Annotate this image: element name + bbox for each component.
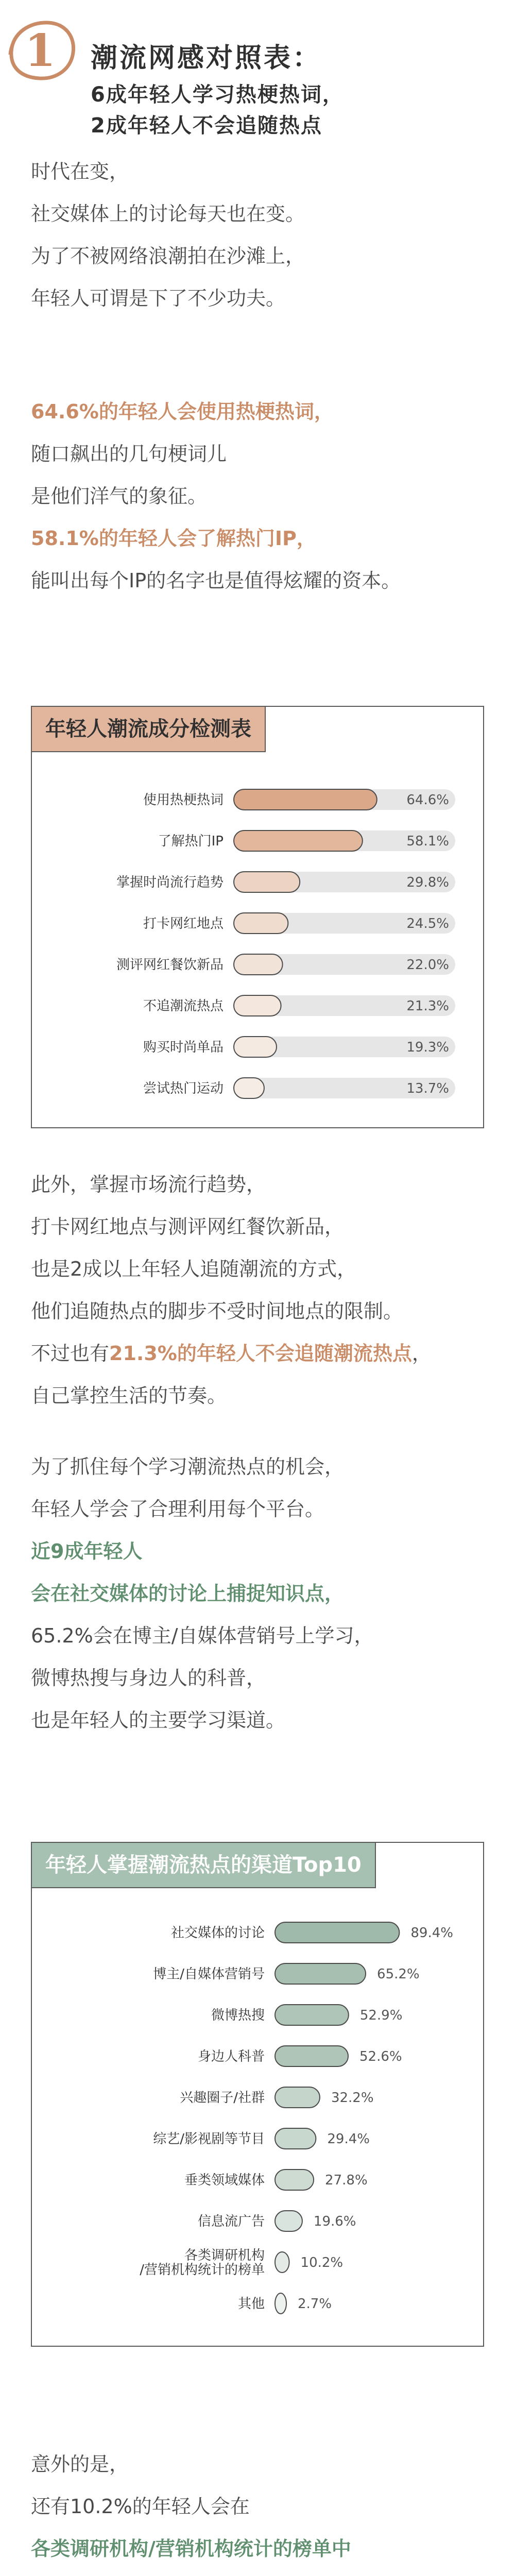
bar (275, 2005, 349, 2025)
text-line: 意外的是， (31, 2453, 129, 2476)
category-label: 打卡网红地点 (143, 916, 224, 931)
text-line: 自己掌控生活的节奏。 (31, 1384, 227, 1407)
category-label: 博主/自媒体营销号 (153, 1967, 265, 1982)
chart-title: 年轻人潮流成分检测表 (31, 706, 266, 752)
stat-highlight-line: 64.6%的年轻人会使用热梗热词， (31, 400, 334, 423)
bar (234, 831, 363, 851)
bar (234, 954, 283, 975)
stat-line: 随口飙出的几句梗词儿 (31, 443, 227, 465)
bar-value-label: 2.7% (298, 2296, 332, 2312)
text-line: 打卡网红地点与测评网红餐饮新品， (31, 1215, 345, 1238)
category-label: 兴趣圈子/社群 (180, 2090, 265, 2106)
bar-value-label: 89.4% (410, 1925, 453, 1941)
category-label: 综艺/影视剧等节目 (153, 2131, 265, 2147)
intro-line: 社交媒体上的讨论每天也在变。 (31, 202, 305, 225)
chart-learning-channels (31, 1842, 484, 2347)
stat-highlight-line: 58.1%的年轻人会了解热门IP， (31, 527, 316, 550)
intro-line: 年轻人可谓是下了不少功夫。 (31, 287, 286, 310)
text-line: 也是2成以上年轻人追随潮流的方式， (31, 1258, 357, 1280)
bar (275, 2252, 289, 2273)
category-label: 不追潮流热点 (143, 998, 224, 1014)
intro-line: 为了不被网络浪潮拍在沙滩上， (31, 245, 305, 267)
text-segment: ， (411, 1342, 432, 1365)
category-label: 各类调研机构/营销机构统计的榜单 (140, 2248, 265, 2278)
text-line-with-highlight (31, 1332, 494, 1375)
bar-value-label: 65.2% (377, 1967, 420, 1982)
paragraph-trend-ways (31, 1163, 494, 1417)
highlight-stat: 21.3%的年轻人不会追随潮流热点 (109, 1342, 412, 1365)
chart-title: 年轻人掌握潮流热点的渠道Top10 (31, 1842, 376, 1888)
bar (275, 2170, 314, 2190)
text-line: 年轻人学会了合理利用每个平台。 (31, 1498, 325, 1520)
stats-paragraph (31, 391, 494, 602)
stat-line: 是他们洋气的象征。 (31, 485, 208, 507)
bar (275, 2087, 320, 2108)
bar-value-label: 24.5% (406, 916, 449, 931)
category-label: 微博热搜 (211, 2008, 265, 2023)
chart-plot-area (32, 1843, 483, 2346)
paragraph-conclusion (31, 2443, 494, 2576)
text-line: 微博热搜与身边人的科普， (31, 1667, 266, 1689)
bar (275, 2293, 286, 2314)
highlight-line (31, 2570, 494, 2576)
bar-value-label: 27.8% (325, 2173, 368, 2188)
category-label: 垂类领域媒体 (184, 2173, 265, 2188)
bar (234, 789, 377, 810)
chart-trend-components (31, 706, 484, 1128)
page-title-line2: 6成年轻人学习热梗热词， (91, 83, 344, 107)
badge-number: 1 (25, 25, 56, 77)
bar (275, 1963, 366, 1984)
bar (234, 872, 300, 892)
bar-value-label: 52.6% (359, 2049, 402, 2064)
bar-value-label: 21.3% (406, 998, 449, 1014)
text-line: 65.2%会在博主/自媒体营销号上学习， (31, 1624, 374, 1647)
text-line: 此外，掌握市场流行趋势， (31, 1173, 266, 1196)
bar-value-label: 13.7% (406, 1081, 449, 1096)
category-label: 其他 (237, 2296, 265, 2312)
category-label: 测评网红餐饮新品 (116, 957, 224, 973)
bar-value-label: 19.3% (406, 1040, 449, 1055)
bar (275, 1922, 399, 1943)
category-label: 尝试热门运动 (143, 1081, 224, 1096)
number-badge-icon (8, 19, 76, 81)
bar-value-label: 29.4% (327, 2131, 370, 2147)
bar (234, 1037, 277, 1057)
intro-paragraph (31, 150, 494, 319)
category-label: 了解热门IP (158, 834, 224, 849)
highlight-line: 近9成年轻人 (31, 1540, 143, 1563)
bar-value-label: 64.6% (406, 792, 449, 808)
bar (275, 2128, 316, 2149)
stat-line: 能叫出每个IP的名字也是值得炫耀的资本。 (31, 569, 401, 592)
chart-plot-area (32, 707, 483, 1127)
paragraph-channels (31, 1446, 494, 1741)
bar (234, 995, 281, 1016)
bar (275, 2046, 348, 2066)
highlight-line: 各类调研机构/营销机构统计的榜单中 (31, 2537, 351, 2560)
bar-value-label: 29.8% (406, 875, 449, 890)
intro-line: 时代在变， (31, 160, 129, 183)
category-label: 社交媒体的讨论 (170, 1925, 265, 1941)
bar-value-label: 58.1% (406, 834, 449, 849)
category-label: 信息流广告 (197, 2214, 265, 2229)
text-line: 为了抓住每个学习潮流热点的机会， (31, 1455, 345, 1478)
bar-value-label: 32.2% (331, 2090, 374, 2106)
page-title-line1: 潮流网感对照表： (91, 43, 322, 74)
category-label: 购买时尚单品 (143, 1040, 224, 1055)
page-title-line3: 2成年轻人不会追随热点 (91, 114, 322, 138)
category-label: 掌握时尚流行趋势 (116, 875, 224, 890)
bar-value-label: 10.2% (300, 2255, 344, 2270)
bar (275, 2211, 302, 2231)
category-label: 使用热梗热词 (143, 792, 224, 808)
text-line: 也是年轻人的主要学习渠道。 (31, 1709, 286, 1732)
category-label: 身边人科普 (197, 2049, 265, 2064)
text-segment: 不过也有 (31, 1342, 110, 1365)
bar-value-label: 52.9% (359, 2008, 403, 2023)
text-line: 还有10.2%的年轻人会在 (31, 2495, 250, 2518)
section-header (0, 0, 515, 170)
bar-value-label: 19.6% (313, 2214, 356, 2229)
bar (234, 1078, 264, 1098)
bar (234, 913, 288, 934)
text-line: 他们追随热点的脚步不受时间地点的限制。 (31, 1300, 403, 1323)
highlight-line: 会在社交媒体的讨论上捕捉知识点， (31, 1582, 345, 1605)
bar-value-label: 22.0% (406, 957, 449, 973)
